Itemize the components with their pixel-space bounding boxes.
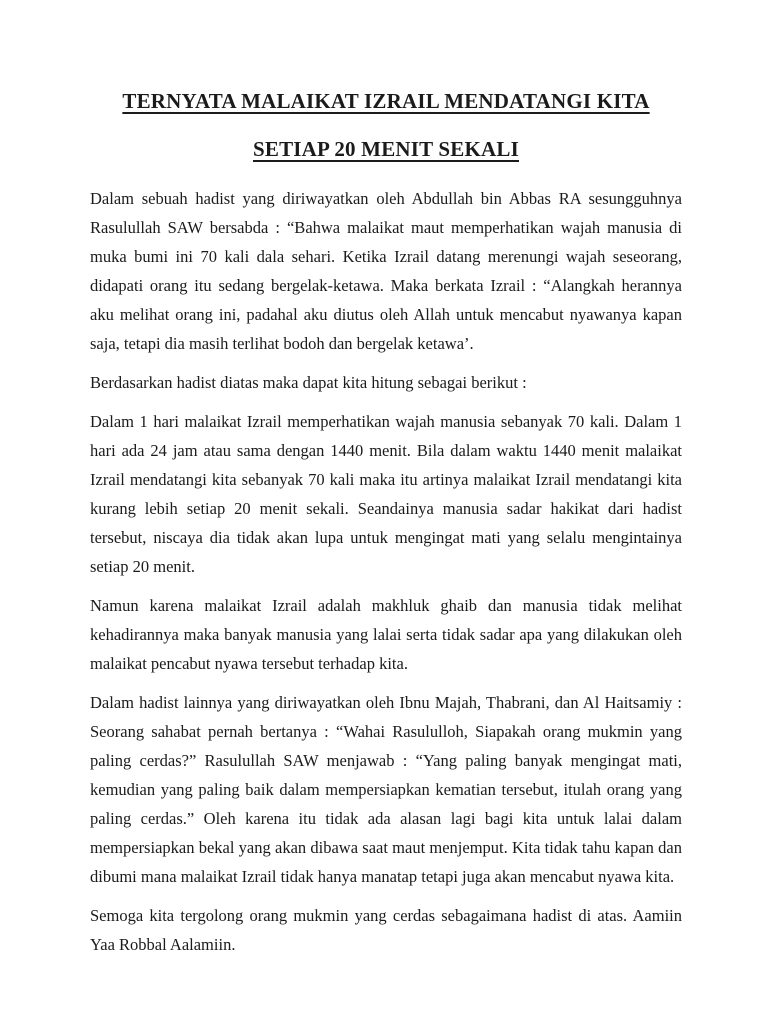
paragraph-penutup-doa: Semoga kita tergolong orang mukmin yang cerdas sebagaimana hadist di atas. Aamiin Yaa Robbal Aalamiin.	[90, 906, 682, 954]
title-line-2: SETIAP 20 MENIT SEKALI	[252, 137, 519, 161]
document-body	[90, 184, 682, 959]
title-line-1: TERNYATA MALAIKAT IZRAIL MENDATANGI KITA	[122, 89, 650, 113]
document-title	[90, 86, 682, 164]
paragraph-berdasarkan-hadist: Berdasarkan hadist diatas maka dapat kita hitung sebagai berikut :	[90, 373, 527, 392]
paragraph-hadist-abdullah-bin-abbas: Dalam sebuah hadist yang diriwayatkan oleh Abdullah bin Abbas RA sesungguhnya Rasulullah SAW bersabda : “Bahwa malaikat maut memperhatikan wajah manusia di muka bumi ini 70 kali dala sehari. Ketika Izrail datang merenungi wajah seseorang, didapati orang itu sedang bergelak-ketawa. Maka berkata Izrail : “Alangkah herannya aku melihat orang ini, padahal aku diutus oleh Allah untuk mencabut nyawanya kapan saja, tetapi dia masih terlihat bodoh dan bergelak ketawa’.	[90, 189, 682, 353]
paragraph-hadist-ibnu-majah: Dalam hadist lainnya yang diriwayatkan oleh Ibnu Majah, Thabrani, dan Al Haitsamiy : Seorang sahabat pernah bertanya : “Wahai Rasululloh, Siapakah orang mukmin yang paling cerdas?” Rasulullah SAW menjawab : “Yang paling banyak mengingat mati, kemudian yang paling baik dalam mempersiapkan kematian tersebut, itulah orang yang paling cerdas.” Oleh karena itu tidak ada alasan lagi bagi kita untuk lalai dalam mempersiapkan bekal yang akan dibawa saat maut menjemput. Kita tidak tahu kapan dan dibumi mana malaikat Izrail tidak hanya manatap tetapi juga akan mencabut nyawa kita.	[90, 693, 682, 886]
paragraph-hitungan-20-menit: Dalam 1 hari malaikat Izrail memperhatikan wajah manusia sebanyak 70 kali. Dalam 1 hari ada 24 jam atau sama dengan 1440 menit. Bila dalam waktu 1440 menit malaikat Izrail mendatangi kita sebanyak 70 kali maka itu artinya malaikat Izrail mendatangi kita kurang lebih setiap 20 menit sekali. Seandainya manusia sadar hakikat dari hadist tersebut, niscaya dia tidak akan lupa untuk mengingat mati yang selalu mengintainya setiap 20 menit.	[90, 412, 682, 576]
paragraph-makhluk-ghaib: Namun karena malaikat Izrail adalah makhluk ghaib dan manusia tidak melihat kehadirannya maka banyak manusia yang lalai serta tidak sadar apa yang dilakukan oleh malaikat pencabut nyawa tersebut terhadap kita.	[90, 596, 682, 673]
